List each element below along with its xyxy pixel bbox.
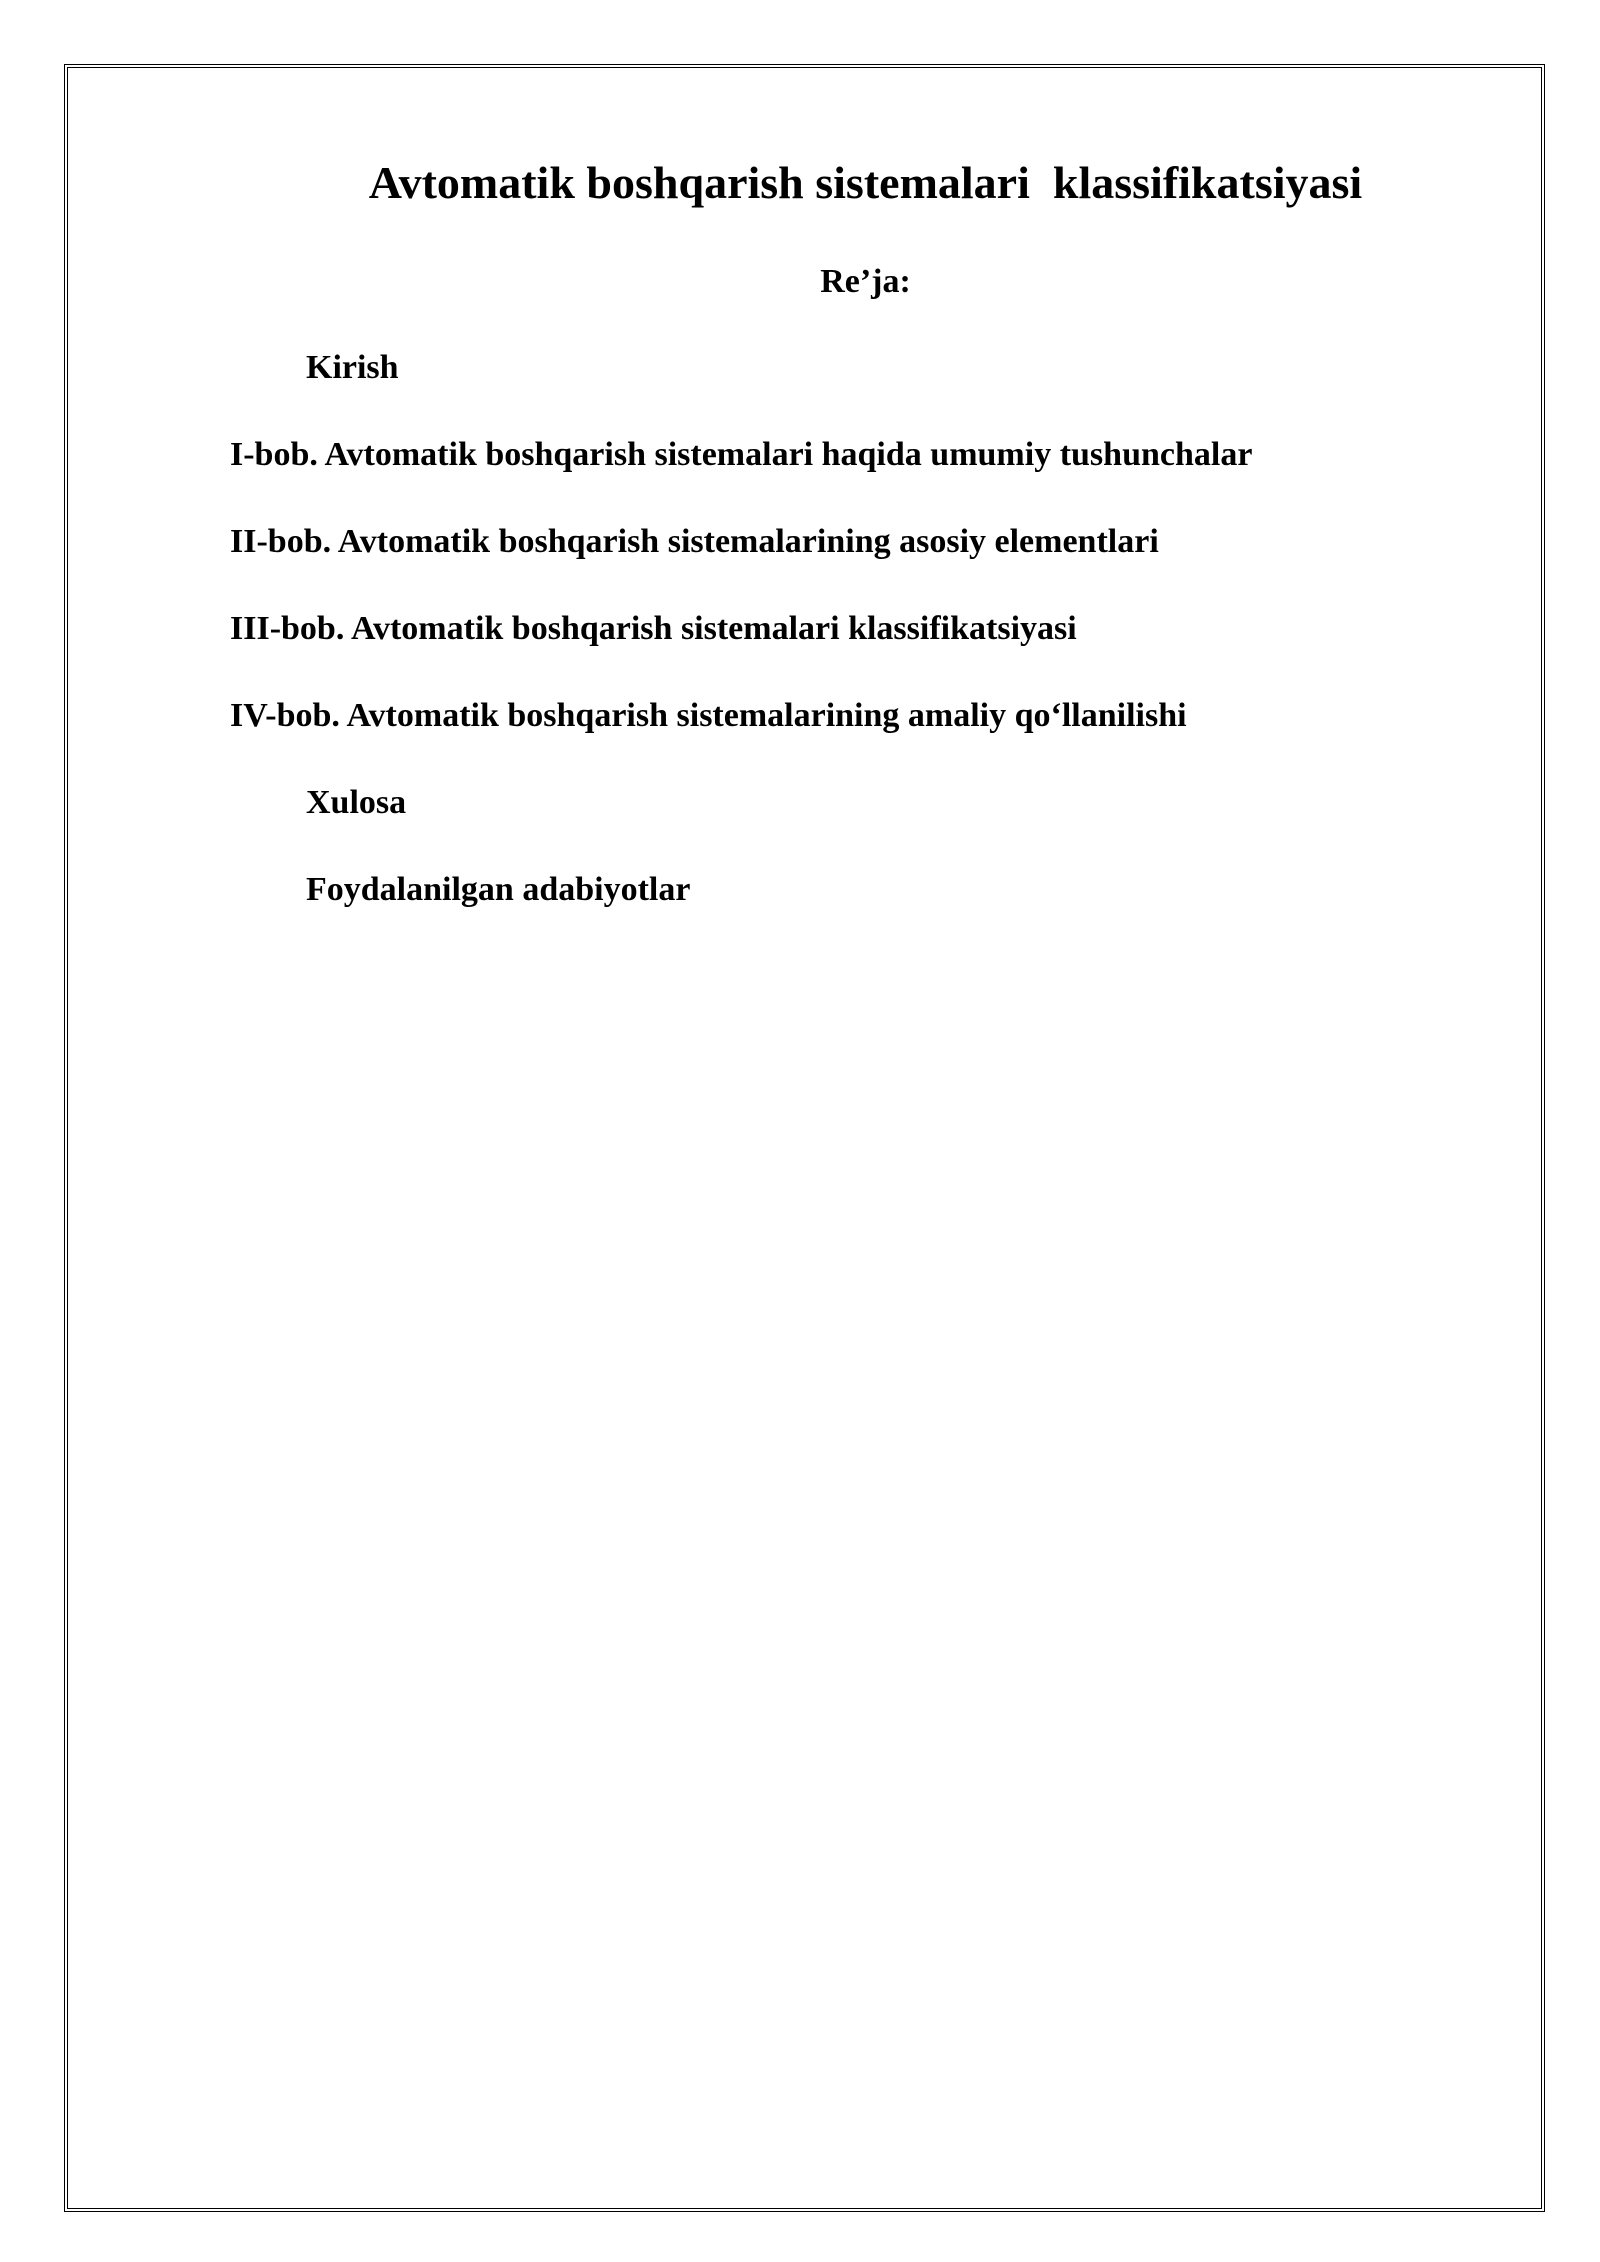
toc-item-chapter-1: I-bob. Avtomatik boshqarish sistemalari haqida umumiy tushunchalar	[230, 436, 1253, 473]
table-of-contents	[0, 338, 1600, 947]
document-title: Avtomatik boshqarish sistemalari klassifikatsiyasi	[368, 157, 1363, 208]
toc-item-chapter-3: III-bob. Avtomatik boshqarish sistemalari klassifikatsiyasi	[230, 610, 1077, 647]
plan-heading: Re’ja:	[820, 263, 911, 300]
toc-item-conclusion: Xulosa	[306, 784, 407, 821]
toc-item-chapter-2: II-bob. Avtomatik boshqarish sistemalarining asosiy elementlari	[230, 523, 1159, 560]
toc-item-introduction: Kirish	[306, 349, 399, 386]
toc-item-references: Foydalanilgan adabiyotlar	[306, 871, 691, 908]
toc-item-chapter-4: IV-bob. Avtomatik boshqarish sistemalarining amaliy qo‘llanilishi	[230, 697, 1187, 734]
